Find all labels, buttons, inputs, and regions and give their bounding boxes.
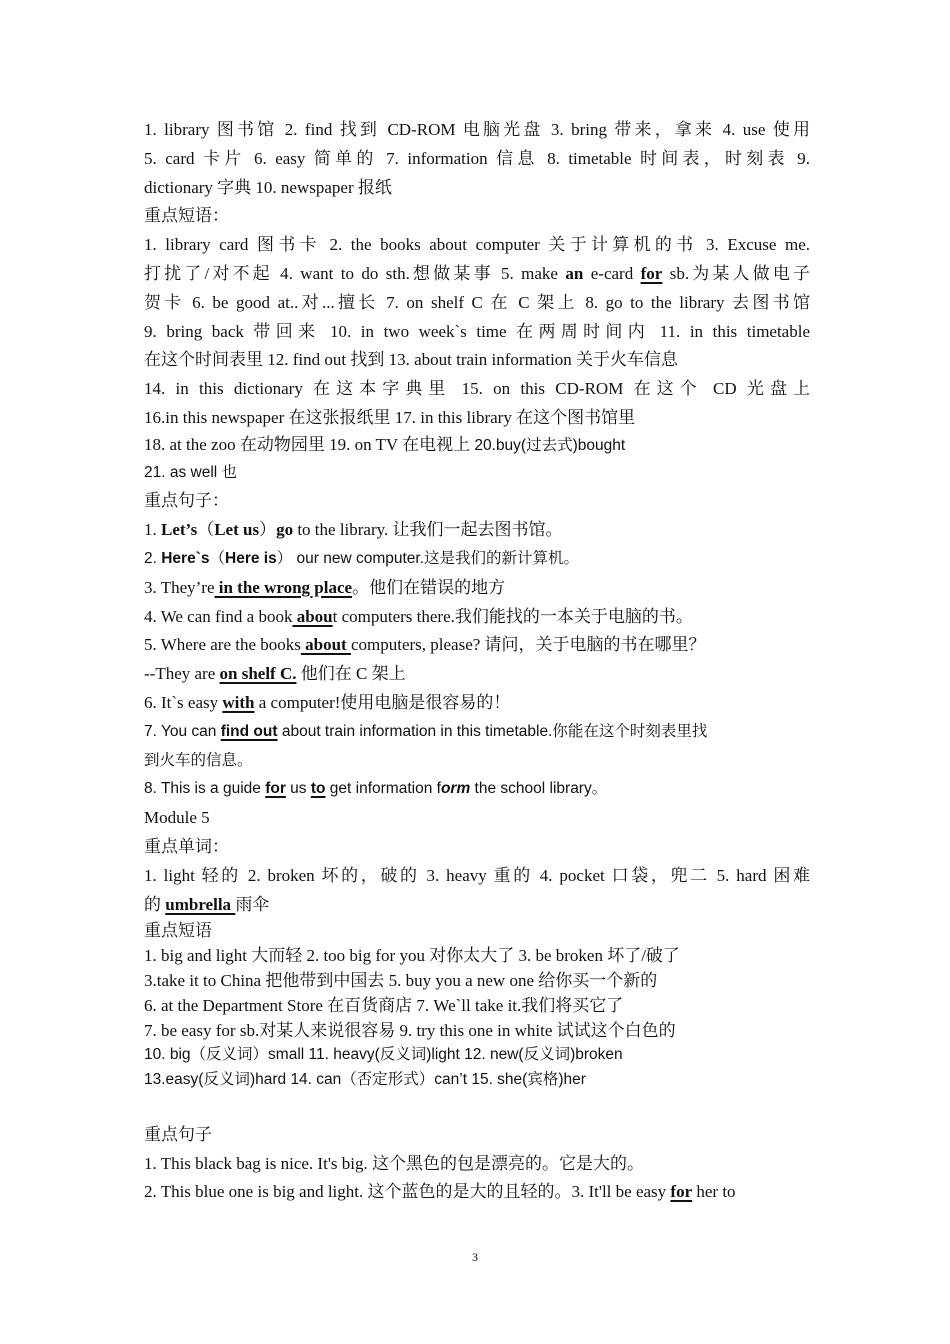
- phrase-line-9: 21. as well 也: [144, 463, 238, 481]
- sentence-8: 8. This is a guide for us to get information form the school library。: [144, 780, 608, 798]
- word-line-2: 的 umbrella 雨伞: [144, 894, 270, 914]
- heading-key-sentences: 重点句子：: [144, 491, 229, 511]
- page-number: 3: [472, 1250, 478, 1264]
- sentence-5-answer: --They are on shelf C. 他们在 C 架上: [144, 664, 406, 684]
- phrase-line-8: 18. at the zoo 在动物园里 19. on TV 在电视上 20.buy(过去式)bought: [144, 434, 626, 454]
- m5-phrase-2: 3.take it to China 把他带到中国去 5. buy you a new one 给你买一个新的: [144, 970, 658, 990]
- m5-phrase-3: 6. at the Department Store 在百货商店 7. We`ll take it.我们将买它了: [144, 995, 624, 1015]
- document-body: [144, 116, 810, 1207]
- sentence-5: 5. Where are the books about computers, please? 请问，关于电脑的书在哪里？: [144, 635, 706, 655]
- phrase-line-2: 打扰了/对不起 4. want to do sth.想做某事 5. make an e-card for sb.为某人做电子: [144, 263, 810, 283]
- vocab-line-3: dictionary 字典 10. newspaper 报纸: [144, 177, 392, 197]
- sentence-7-cont: 到火车的信息。: [144, 751, 253, 769]
- sentence-1: 1. Let’s（Let us）go to the library. 让我们一起去图书馆。: [144, 520, 563, 540]
- sentence-4: 4. We can find a book about computers there.我们能找的一本关于电脑的书。: [144, 606, 693, 626]
- blank-line: [144, 1093, 810, 1121]
- module-title: Module 5: [144, 808, 210, 828]
- heading-key-phrases-2: 重点短语: [144, 921, 212, 941]
- vocab-line-1: 1. library 图书馆 2. find 找到 CD-ROM 电脑光盘 3. bring 带来，拿来 4. use 使用: [144, 120, 810, 139]
- sentence-7: 7. You can find out about train information in this timetable.你能在这个时刻表里找: [144, 722, 708, 740]
- m5-sentence-1: 1. This black bag is nice. It's big. 这个黑色的包是漂亮的。它是大的。: [144, 1153, 644, 1173]
- sentence-6: 6. It`s easy with a computer!使用电脑是很容易的！: [144, 692, 511, 712]
- phrase-line-4: 9. bring back 带回来 10. in two week`s time 在两周时间内 11. in this timetable: [144, 321, 810, 341]
- m5-phrase-6: 13.easy(反义词)hard 14. can（否定形式）can’t 15. she(宾格)her: [144, 1071, 586, 1089]
- sentence-2: 2. Here`s（Here is） our new computer.这是我们的新计算机。: [144, 549, 580, 567]
- phrase-line-6: 14. in this dictionary 在这本字典里 15. on this CD-ROM 在这个 CD 光盘上: [144, 379, 810, 399]
- m5-phrase-1: 1. big and light 大而轻 2. too big for you 对你太大了 3. be broken 坏了/破了: [144, 946, 680, 966]
- underlined-word-for: for: [640, 263, 663, 283]
- m5-sentence-2: 2. This blue one is big and light. 这个蓝色的是大的且轻的。3. It'll be easy for her to: [144, 1182, 736, 1202]
- heading-key-sentences-2: 重点句子: [144, 1124, 212, 1144]
- heading-key-words: 重点单词：: [144, 836, 229, 856]
- phrase-line-7: 16.in this newspaper 在这张报纸里 17. in this library 在这个图书馆里: [144, 407, 636, 427]
- phrase-line-1: 1. library card 图书卡 2. the books about computer 关于计算机的书 3. Excuse me.: [144, 235, 810, 255]
- bold-word-an: an: [565, 263, 584, 283]
- phrase-line-5: 在这个时间表里 12. find out 找到 13. about train information 关于火车信息: [144, 350, 679, 370]
- phrase-line-3: 贺卡 6. be good at..对...擅长 7. on shelf C 在 C 架上 8. go to the library 去图书馆: [144, 292, 810, 312]
- m5-phrase-5: 10. big（反义词）small 11. heavy(反义词)light 12. new(反义词)broken: [144, 1046, 623, 1064]
- vocab-line-2: 5. card 卡片 6. easy 简单的 7. information 信息 8. timetable 时间表，时刻表 9.: [144, 148, 810, 168]
- sentence-3: 3. They’re in the wrong place。他们在错误的地方: [144, 577, 506, 597]
- word-line-1: 1. light 轻的 2. broken 坏的，破的 3. heavy 重的 4. pocket 口袋，兜二 5. hard 困难: [144, 865, 810, 885]
- m5-phrase-4: 7. be easy for sb.对某人来说很容易 9. try this one in white 试试这个白色的: [144, 1020, 676, 1040]
- heading-key-phrases: 重点短语：: [144, 206, 229, 226]
